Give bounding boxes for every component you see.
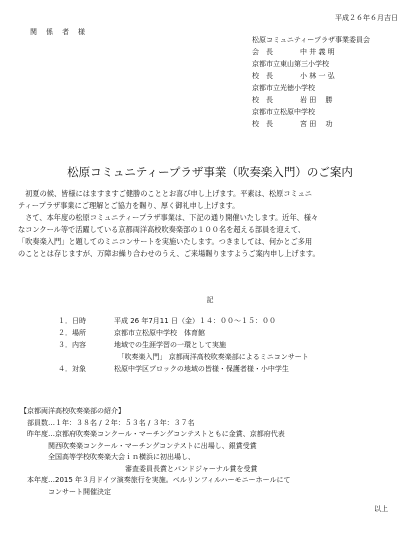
sender-name: 宮 田 功 — [300, 120, 333, 128]
body-text — [18, 188, 404, 260]
club-line: 部員数…１年：３８名 / ２年：５３名 / ３年：３７名 — [20, 418, 195, 427]
sender-org: 松原コミュニティープラザ事業委員会 — [252, 36, 370, 44]
sender-school: 京都市立松原中学校 — [252, 108, 315, 116]
document-page: 平成２６年６月吉日 関 係 者 様 松原コミュニティープラザ事業委員会 会 長 中 井 義 明 京都市立東山第三小学校 校 長 小 林 一 弘 京都市立光徳小学校 校 長 岩 田 勝 京都市立松原中学校 校 長 宮 田 功 松原コミュニティープラザ事業（吹奏楽入門）のご案内 初夏の候、皆様にはますますご健勝のこととお喜び申し上げます。平素は、松原コミュニ ティープラザ事業にご理解とご協力を賜り、厚く御礼申し上げます。 さて、本年度の松原コミュニティープラザ事業は、下記の通り開催いたします。近年、様々 なコンクール等で活躍している京都両洋高校吹奏楽部の１００名を超える部員を迎えて、 「吹奏楽入門」と題してのミニコンサートを実施いたします。つきましては、何かとご多用 のこととは存じますが、万障お繰り合わせのうえ、ご来場賜りますようご案内申し上げます。 記 １． 日時 平成 26 年7月11 日（金）１４：００～１５：００ ２． 場所 京都市立松原中学校 体育館 ３． 内容 地域での生涯学習の一環として実施 「吹奏楽入門」 京都両洋高校吹奏楽部によるミニコンサート ４． 対象 松原中学区ブロックの地域の皆様・保護者様・小中学生 【京都両洋高校吹奏楽部の紹介】 部員数…１年：３８名 / ２年：５３名 / ３年：３７名 昨年度…京都府吹奏楽コンクール・マーチングコンテストともに金賞、京都府代表 関西吹奏楽コンクール・マーチングコンテストに出場し、銀賞受賞 全国高等学校吹奏楽大会ｉｎ横浜に初出場し、 審査委員長賞とバンドジャーナル賞を受賞 本年度…2015 年３月ドイツ演奏旅行を実施。ベルリンフィルハーモニーホールにて コンサート開催決定 以上 — [0, 0, 420, 536]
sender-role: 校 長 — [252, 72, 273, 80]
body-line: 初夏の候、皆様にはますますご健勝のこととお喜び申し上げます。平素は、松原コミュニ — [18, 189, 312, 198]
closing-mark: 以上 — [374, 505, 388, 513]
body-line: のこととは存じますが、万障お繰り合わせのうえ、ご来場賜りますようご案内申し上げます。 — [18, 249, 320, 258]
body-line: なコンクール等で活躍している京都両洋高校吹奏楽部の１００名を超える部員を迎えて、 — [18, 225, 306, 234]
sender-name: 岩 田 勝 — [300, 96, 333, 104]
club-line: コンサート開催決定 — [20, 487, 111, 496]
club-heading: 【京都両洋高校吹奏楽部の紹介】 — [20, 407, 125, 415]
document-title: 松原コミュニティープラザ事業（吹奏楽入門）のご案内 — [67, 165, 353, 179]
sender-school: 京都市立光徳小学校 — [252, 84, 315, 92]
club-line: 昨年度…京都府吹奏楽コンクール・マーチングコンテストともに金賞、京都府代表 — [20, 430, 285, 438]
club-line: 本年度…2015 年３月ドイツ演奏旅行を実施。ベルリンフィルハーモニーホールにて — [20, 476, 291, 484]
ki-heading: 記 — [206, 296, 214, 304]
club-line: 関西吹奏楽コンクール・マーチングコンテストに出場し、銀賞受賞 — [20, 441, 257, 450]
sender-name: 中 井 義 明 — [300, 48, 335, 56]
sender-name: 小 林 一 弘 — [300, 72, 335, 80]
body-line: 「吹奏楽入門」と題してのミニコンサートを実施いたします。つきましては、何かとご多用 — [18, 237, 313, 246]
club-line: 全国高等学校吹奏楽大会ｉｎ横浜に初出場し、 — [20, 453, 195, 461]
body-line: さて、本年度の松原コミュニティープラザ事業は、下記の通り開催いたします。近年、様々 — [18, 213, 319, 222]
addressee: 関 係 者 様 — [30, 28, 86, 36]
club-introduction — [20, 407, 400, 499]
sender-role: 校 長 — [252, 96, 273, 104]
sender-role: 会 長 — [252, 48, 273, 56]
sender-school: 京都市立東山第三小学校 — [252, 60, 329, 68]
body-line: ティープラザ事業にご理解とご協力を賜り、厚く御礼申し上げます。 — [18, 201, 240, 210]
sender-role: 校 長 — [252, 120, 273, 128]
document-date: 平成２６年６月吉日 — [335, 14, 398, 22]
club-line: 審査委員長賞とバンドジャーナル賞を受賞 — [20, 464, 258, 473]
